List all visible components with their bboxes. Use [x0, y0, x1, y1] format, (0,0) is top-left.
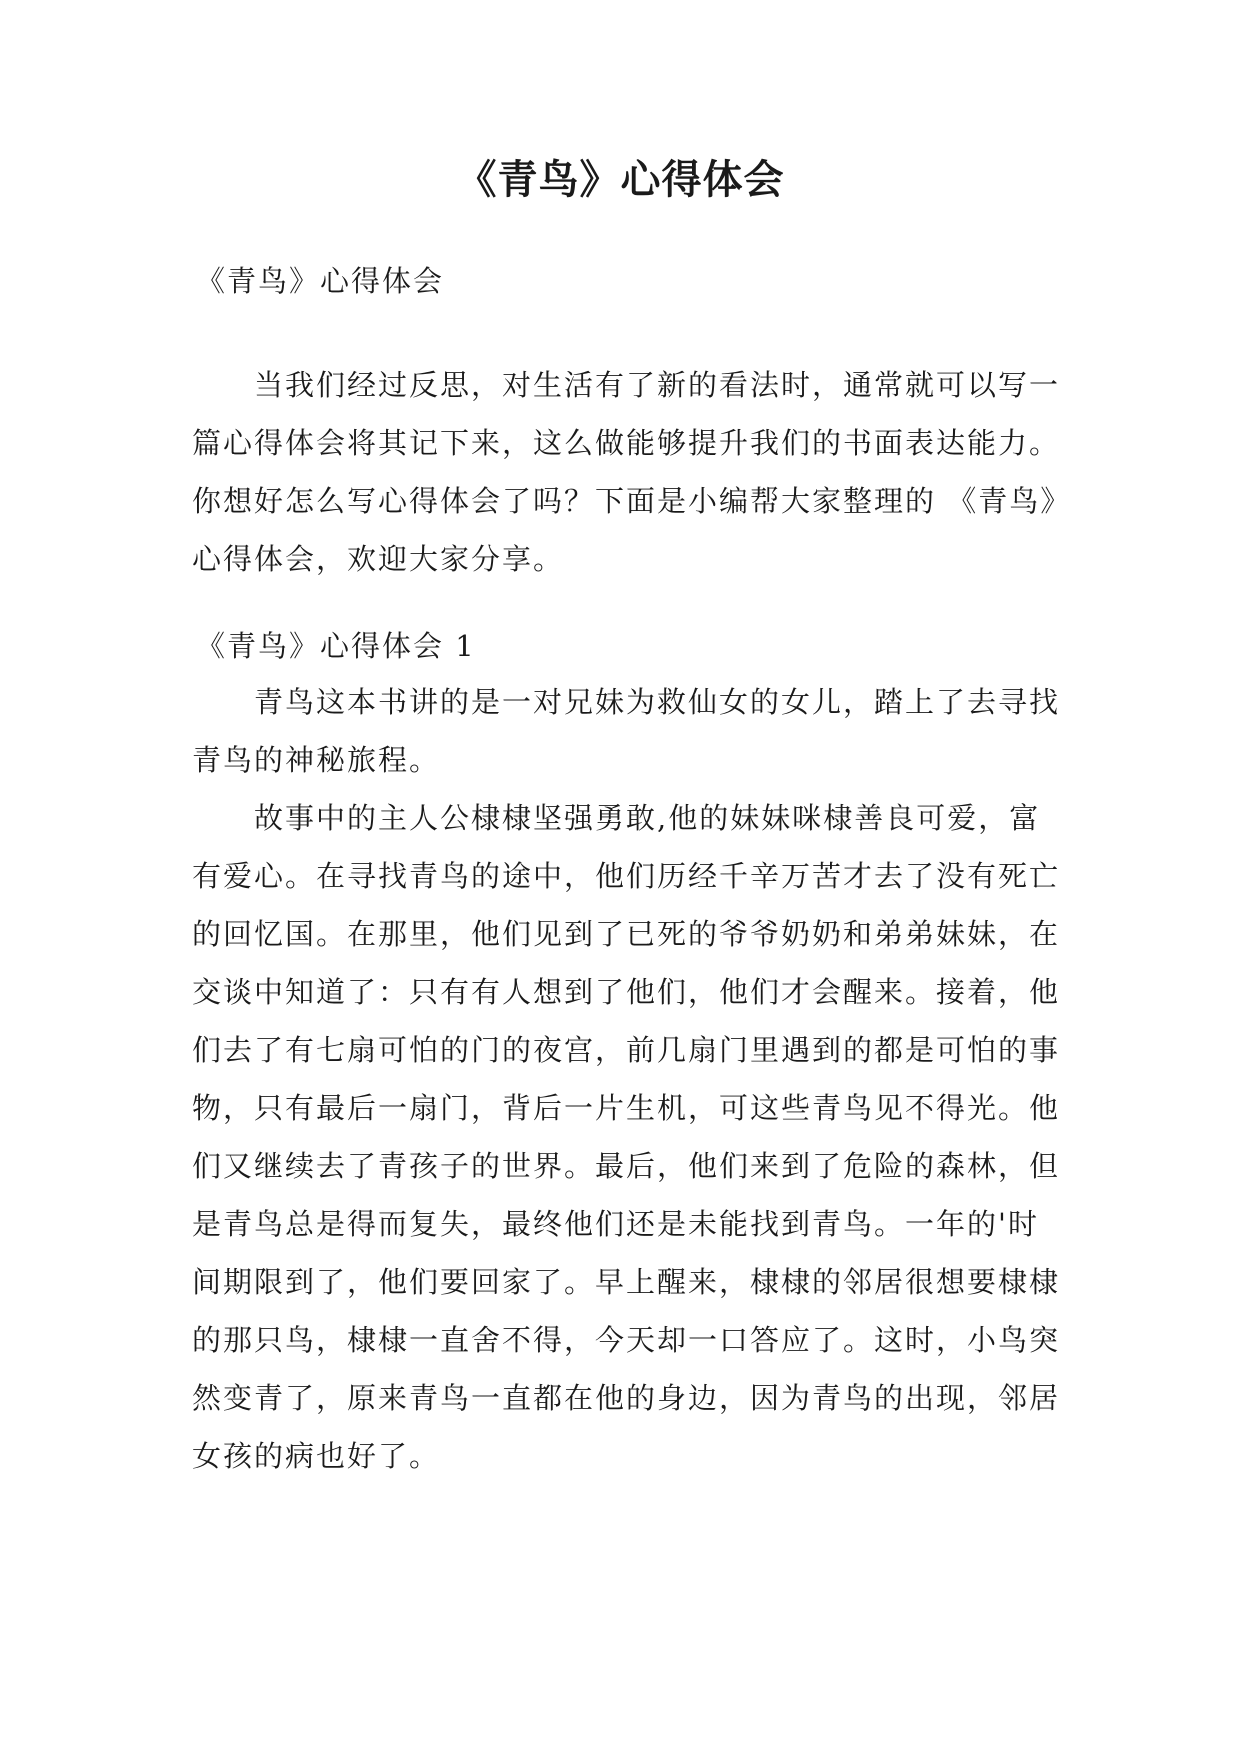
section-heading: 《青鸟》心得体会 1 [196, 629, 476, 663]
document-subtitle: 《青鸟》心得体会 [196, 264, 445, 298]
document-title: 《青鸟》心得体会 [456, 157, 785, 203]
section-body [192, 673, 1064, 1485]
body-paragraph-1: 青鸟这本书讲的是一对兄妹为救仙女的女儿，踏上了去寻找青鸟的神秘旅程。 [192, 685, 1061, 777]
body-paragraph-2: 故事中的主人公棣棣坚强勇敢,他的妹妹咪棣善良可爱，富有爱心。在寻找青鸟的途中，他们历经千辛万苦才去了没有死亡的回忆国。在那里，他们见到了已死的爷爷奶奶和弟弟妹妹，在交谈中知道了：只有有人想到了他们，他们才会醒来。接着，他们去了有七扇可怕的门的夜宫，前几扇门里遇到的都是可怕的事物，只有最后一扇门，背后一片生机，可这些青鸟见不得光。他们又继续去了青孩子的世界。最后，他们来到了危险的森林，但是青鸟总是得而复失，最终他们还是未能找到青鸟。一年的'时间期限到了，他们要回家了。早上醒来，棣棣的邻居很想要棣棣的那只鸟，棣棣一直舍不得，今天却一口答应了。这时，小鸟突然变青了，原来青鸟一直都在他的身边，因为青鸟的出现，邻居女孩的病也好了。 [192, 801, 1061, 1473]
intro-paragraph: 当我们经过反思，对生活有了新的看法时，通常就可以写一篇心得体会将其记下来，这么做能够提升我们的书面表达能力。你想好怎么写心得体会了吗？下面是小编帮大家整理的 《青鸟》心得体会，欢迎大家分享。 [192, 368, 1061, 576]
